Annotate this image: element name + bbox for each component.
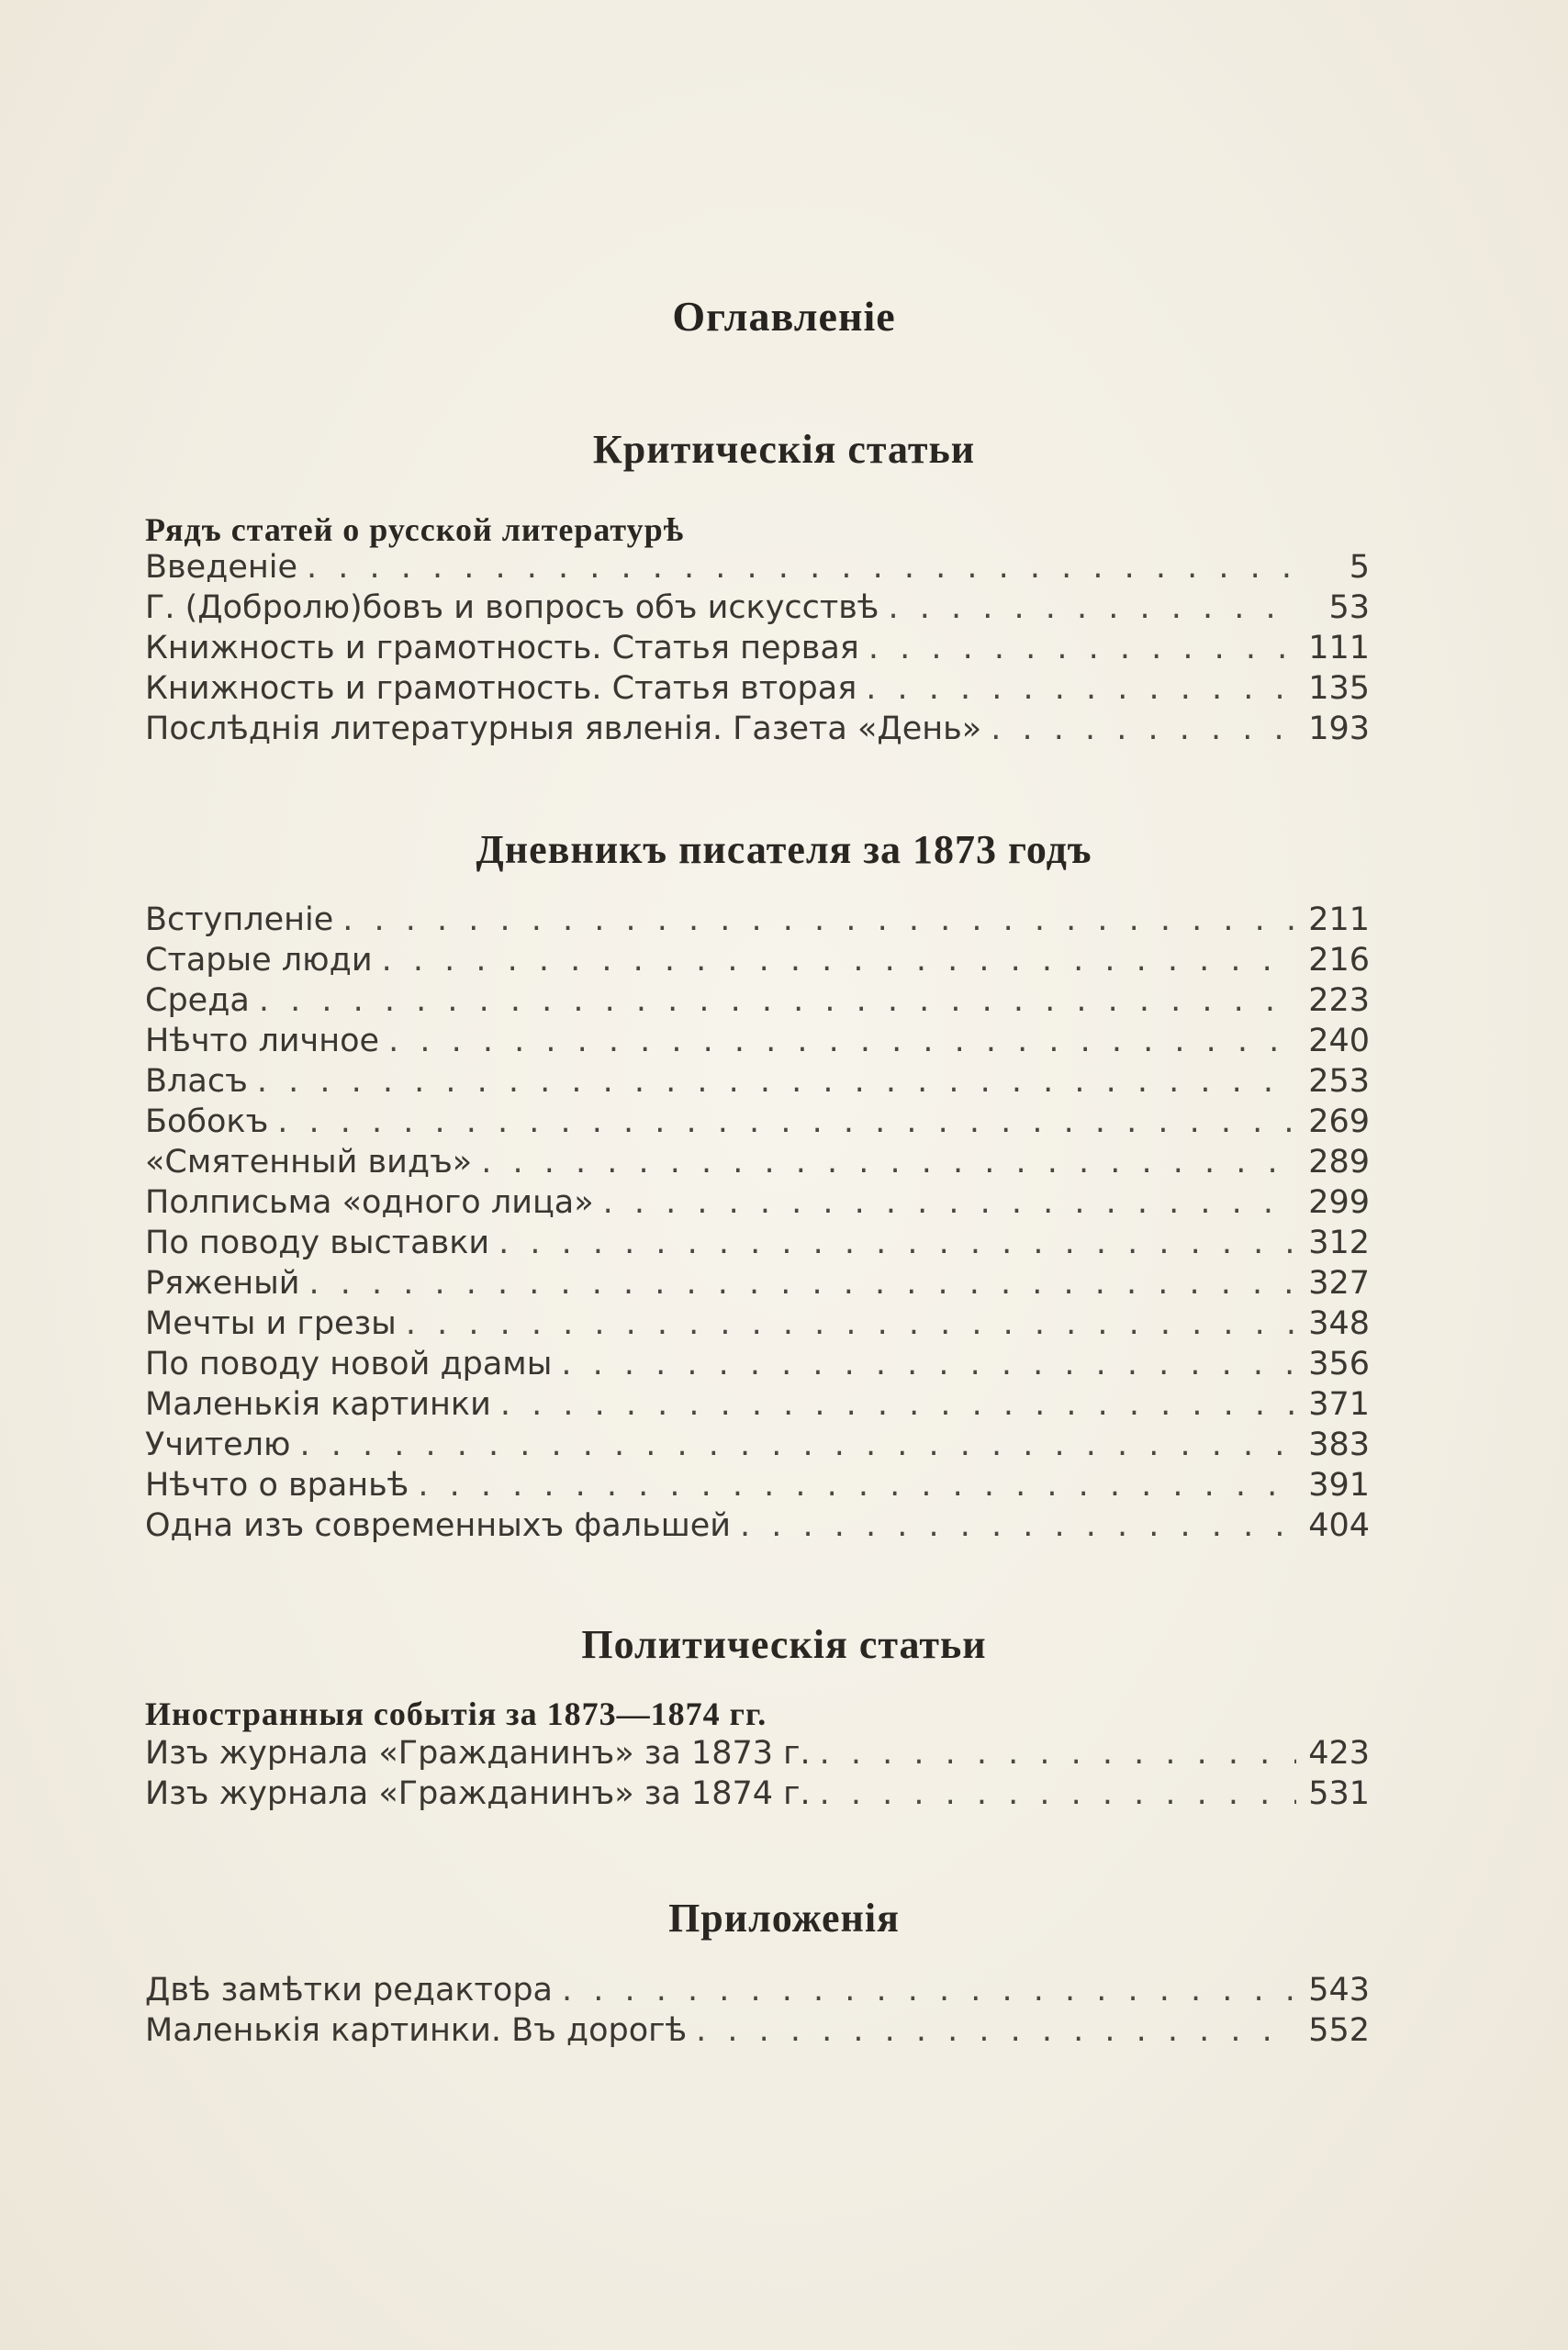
group-title-foreign-events: Иностранныя событія за 1873—1874 гг. xyxy=(145,1695,767,1732)
toc-entry xyxy=(145,1144,1370,1184)
dot-leader xyxy=(382,942,1296,979)
toc-entry xyxy=(145,1305,1370,1346)
toc-entry xyxy=(145,1225,1370,1265)
entry-page: 5 xyxy=(1349,549,1370,586)
entry-page: 253 xyxy=(1308,1063,1370,1100)
dot-leader xyxy=(309,1265,1297,1302)
entries-appendices xyxy=(145,1972,1370,2053)
dot-leader xyxy=(307,549,1296,586)
entry-page: 269 xyxy=(1308,1103,1370,1140)
dot-leader xyxy=(418,1467,1296,1504)
toc-entry xyxy=(145,711,1370,751)
entry-label: Бобокъ xyxy=(145,1103,269,1140)
toc-entry xyxy=(145,1507,1370,1548)
section-title-appendices: Приложенія xyxy=(668,1896,900,1941)
entry-page: 371 xyxy=(1308,1386,1370,1423)
dot-leader xyxy=(388,1023,1296,1059)
toc-entry xyxy=(145,1103,1370,1144)
toc-entry xyxy=(145,1735,1370,1775)
entries-political xyxy=(145,1735,1370,1816)
entry-label: Книжность и грамотность. Статья первая xyxy=(145,630,859,666)
entry-page: 404 xyxy=(1308,1507,1370,1544)
toc-entry xyxy=(145,1775,1370,1816)
section-title-diary: Дневникъ писателя за 1873 годъ xyxy=(476,827,1092,872)
toc-entry xyxy=(145,1346,1370,1386)
page-title: Оглавленіе xyxy=(672,293,896,340)
dot-leader xyxy=(820,1775,1296,1812)
toc-entry xyxy=(145,1467,1370,1507)
entry-page: 223 xyxy=(1308,982,1370,1019)
entry-page: 327 xyxy=(1308,1265,1370,1302)
dot-leader xyxy=(561,1346,1296,1382)
entry-label: Нѣчто о враньѣ xyxy=(145,1467,409,1504)
toc-entry xyxy=(145,589,1370,630)
entry-label: Введеніе xyxy=(145,549,298,586)
entry-label: Нѣчто личное xyxy=(145,1023,380,1059)
entry-label: Вступленіе xyxy=(145,901,334,938)
entry-page: 53 xyxy=(1328,589,1370,626)
entry-label: Полписьма «одного лица» xyxy=(145,1184,594,1221)
dot-leader xyxy=(991,711,1296,747)
entry-page: 135 xyxy=(1308,670,1370,707)
entry-label: Одна изъ современныхъ фальшей xyxy=(145,1507,732,1544)
entry-label: Учителю xyxy=(145,1427,291,1463)
dot-leader xyxy=(259,982,1296,1019)
dot-leader xyxy=(888,589,1296,626)
toc-entry xyxy=(145,901,1370,942)
entry-page: 552 xyxy=(1308,2012,1370,2049)
dot-leader xyxy=(406,1305,1296,1342)
entry-label: Старые люди xyxy=(145,942,373,979)
entry-label: Книжность и грамотность. Статья вторая xyxy=(145,670,857,707)
entry-label: Маленькія картинки. Въ дорогѣ xyxy=(145,2012,688,2049)
entry-page: 356 xyxy=(1308,1346,1370,1382)
entries-diary xyxy=(145,901,1370,1548)
entry-page: 299 xyxy=(1308,1184,1370,1221)
toc-entry xyxy=(145,2012,1370,2053)
toc-entry xyxy=(145,1184,1370,1225)
dot-leader xyxy=(481,1144,1296,1181)
dot-leader xyxy=(500,1386,1296,1423)
toc-entry xyxy=(145,1972,1370,2012)
entry-label: Мечты и грезы xyxy=(145,1305,397,1342)
entry-label: Маленькія картинки xyxy=(145,1386,491,1423)
entry-page: 240 xyxy=(1308,1023,1370,1059)
entry-label: Послѣднія литературныя явленія. Газета «День» xyxy=(145,711,982,747)
entry-page: 391 xyxy=(1308,1467,1370,1504)
entry-page: 111 xyxy=(1308,630,1370,666)
toc-entry xyxy=(145,1023,1370,1063)
dot-leader xyxy=(866,670,1296,707)
toc-entry xyxy=(145,1386,1370,1427)
entry-page: 211 xyxy=(1308,901,1370,938)
entry-page: 543 xyxy=(1308,1972,1370,2009)
entry-label: Ряженый xyxy=(145,1265,300,1302)
entry-label: Двѣ замѣтки редактора xyxy=(145,1972,553,2009)
entry-label: По поводу новой драмы xyxy=(145,1346,553,1382)
dot-leader xyxy=(603,1184,1296,1221)
entry-label: Среда xyxy=(145,982,250,1019)
entry-label: Г. (Добролю)бовъ и вопросъ объ искусствѣ xyxy=(145,589,879,626)
dot-leader xyxy=(740,1507,1296,1544)
entry-page: 193 xyxy=(1308,711,1370,747)
entry-page: 383 xyxy=(1308,1427,1370,1463)
toc-entry xyxy=(145,1427,1370,1467)
dot-leader xyxy=(257,1063,1296,1100)
dot-leader xyxy=(342,901,1296,938)
dot-leader xyxy=(300,1427,1296,1463)
dot-leader xyxy=(562,1972,1296,2009)
toc-entry xyxy=(145,982,1370,1023)
entry-page: 312 xyxy=(1308,1225,1370,1261)
entry-page: 348 xyxy=(1308,1305,1370,1342)
dot-leader xyxy=(498,1225,1296,1261)
toc-entry xyxy=(145,549,1370,589)
entry-label: Изъ журнала «Гражданинъ» за 1873 г. xyxy=(145,1735,811,1772)
entry-label: Власъ xyxy=(145,1063,248,1100)
toc-entry xyxy=(145,1265,1370,1305)
dot-leader xyxy=(868,630,1296,666)
section-title-critical: Критическія статьи xyxy=(592,427,976,472)
entry-page: 289 xyxy=(1308,1144,1370,1181)
dot-leader xyxy=(696,2012,1296,2049)
entry-page: 531 xyxy=(1308,1775,1370,1812)
entry-page: 423 xyxy=(1308,1735,1370,1772)
entry-label: Изъ журнала «Гражданинъ» за 1874 г. xyxy=(145,1775,811,1812)
entries-critical xyxy=(145,549,1370,751)
toc-entry xyxy=(145,670,1370,711)
group-title-russian-literature: Рядъ статей о русской литературѣ xyxy=(145,511,685,548)
entry-label: По поводу выставки xyxy=(145,1225,490,1261)
dot-leader xyxy=(820,1735,1296,1772)
toc-entry xyxy=(145,630,1370,670)
entry-page: 216 xyxy=(1308,942,1370,979)
toc-entry xyxy=(145,942,1370,982)
dot-leader xyxy=(277,1103,1296,1140)
entry-label: «Смятенный видъ» xyxy=(145,1144,473,1181)
section-title-political: Политическія статьи xyxy=(581,1622,987,1667)
toc-entry xyxy=(145,1063,1370,1103)
